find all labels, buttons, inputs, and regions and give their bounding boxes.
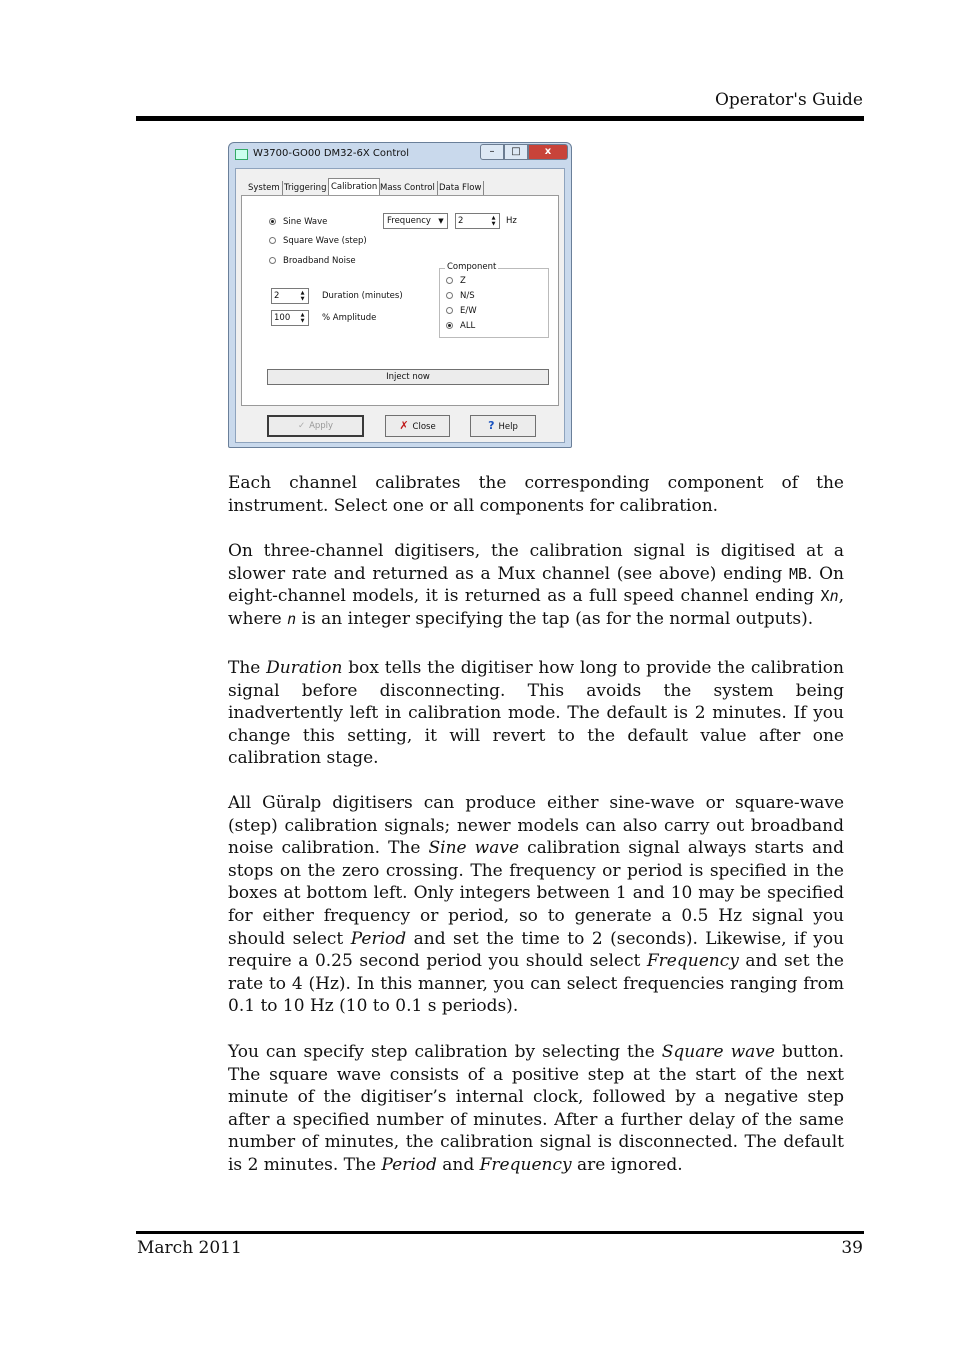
spin-arrows-icon: ▲ ▼	[300, 290, 305, 302]
rate-stepper[interactable]	[455, 213, 500, 229]
var-n: n	[287, 609, 297, 628]
emphasis-frequency: Frequency	[646, 951, 739, 972]
text-run: . On eight-channel models, it is returned as a full speed channel ending	[228, 563, 844, 607]
close-button[interactable]	[385, 415, 450, 437]
calibration-dialog	[228, 142, 572, 448]
tab-system[interactable]: System	[246, 181, 283, 195]
help-label: Help	[498, 422, 518, 432]
emphasis-period: Period	[381, 1154, 437, 1175]
radio-dot	[446, 292, 453, 299]
radio-dot	[269, 218, 276, 225]
text-run: The	[228, 658, 267, 678]
dialog-title: W3700-GO00 DM32-6X Control	[253, 148, 410, 159]
apply-button[interactable]	[267, 415, 364, 437]
radio-sine-wave[interactable]	[269, 217, 327, 227]
app-icon	[235, 149, 248, 160]
duration-label: Duration (minutes)	[322, 291, 403, 301]
radio-dot	[269, 257, 276, 264]
calibration-panel	[241, 195, 559, 406]
text-run: box tells the digitiser how long to provide the calibration signal before disconnecting. This avoids the system being inadvertently left in calibration mode. The default is 2 minutes. If you change this setting, it will revert to the default value after one calibration stage.	[228, 658, 844, 769]
radio-broadband-noise[interactable]	[269, 256, 356, 266]
tab-mass-control[interactable]: Mass Control	[378, 181, 438, 195]
radio-component-ew[interactable]	[446, 306, 477, 316]
footer-date: March 2011	[137, 1238, 242, 1258]
radio-label: ALL	[460, 321, 476, 331]
dialog-client	[235, 168, 565, 443]
text-run: All Güralp digitisers can produce either sine-wave or square-wave (step) calibration signals; newer models can also carry out broadband noise calibration. The	[228, 793, 844, 859]
emphasis-sine-wave: Sine wave	[428, 838, 520, 859]
emphasis-period: Period	[350, 928, 407, 949]
help-icon: ?	[488, 419, 495, 432]
emphasis-frequency: Frequency	[479, 1154, 572, 1175]
help-button[interactable]	[470, 415, 536, 437]
paragraph-components: Each channel calibrates the corresponding component of the instrument. Select one or all components for calibration.	[228, 473, 844, 516]
duration-stepper[interactable]	[271, 288, 309, 304]
text-run: button. The square wave consists of a positive step at the start of the next minute of the digitiser’s internal clock, followed by a negative step after a specified number of minutes. After a further delay of the same number of minutes, the calibration signal is disconnected. The default is 2 minutes. The	[228, 1042, 844, 1175]
radio-square-wave[interactable]	[269, 236, 367, 246]
radio-label: Broadband Noise	[283, 256, 356, 266]
text-run: and	[436, 1154, 480, 1175]
text-run: calibration signal always starts and stops on the zero crossing. The frequency or period is specified in the boxes at bottom left. Only integers between 1 and 10 may be specified for either frequency or period, so to generate a 0.5 Hz signal you should select	[228, 838, 844, 949]
code-n: n	[829, 587, 839, 606]
dialog-titlebar	[229, 143, 571, 167]
tab-calibration[interactable]: Calibration	[328, 178, 380, 196]
radio-label: Z	[460, 276, 466, 286]
text-run: You can specify step calibration by selecting the	[228, 1042, 662, 1062]
mode-select[interactable]	[383, 213, 448, 229]
radio-label: Square Wave (step)	[283, 236, 367, 246]
checkmark-icon: ✓	[297, 421, 306, 431]
close-icon: ✗	[399, 419, 409, 432]
radio-dot	[446, 322, 453, 329]
chevron-down-icon: ▼	[438, 217, 444, 225]
emphasis-duration: Duration	[266, 658, 343, 678]
radio-dot	[446, 307, 453, 314]
tab-data-flow[interactable]: Data Flow	[437, 181, 484, 195]
code-x: X	[820, 587, 830, 606]
radio-label: Sine Wave	[283, 217, 328, 227]
spin-arrows-icon: ▲ ▼	[491, 215, 496, 227]
duration-value: 2	[274, 291, 280, 301]
text-run: On three-channel digitisers, the calibration signal is digitised at a slower rate and returned as a Mux channel (see above) ending	[228, 541, 844, 584]
text-run: are ignored.	[571, 1154, 683, 1175]
window-close-button[interactable]: x	[528, 144, 568, 160]
radio-label: N/S	[460, 291, 475, 301]
mode-select-value: Frequency	[387, 216, 431, 226]
header-title: Operator's Guide	[714, 90, 863, 110]
text-run: is an integer specifying the tap (as for the normal outputs).	[296, 608, 814, 629]
radio-dot	[269, 237, 276, 244]
close-label: Close	[412, 422, 436, 432]
radio-dot	[446, 277, 453, 284]
amplitude-stepper[interactable]	[271, 310, 309, 326]
paragraph-sine-wave	[228, 792, 844, 1018]
radio-label: E/W	[460, 306, 477, 316]
component-group-label: Component	[447, 262, 497, 272]
inject-now-button[interactable]: Inject now	[267, 369, 549, 385]
spin-arrows-icon: ▲ ▼	[300, 312, 305, 324]
rate-unit: Hz	[506, 216, 517, 226]
minimize-button[interactable]: –	[480, 144, 504, 160]
code-mb: MB	[788, 564, 808, 583]
paragraph-square-wave	[228, 1041, 844, 1177]
apply-label: Apply	[309, 421, 334, 431]
text-run: and set the time to 2 (seconds). Likewise, if you require a 0.25 second period you should select	[228, 928, 845, 972]
rate-value: 2	[458, 216, 464, 226]
tab-triggering[interactable]: Triggering	[282, 181, 329, 195]
paragraph-duration	[228, 657, 844, 770]
radio-component-ns[interactable]	[446, 291, 475, 301]
radio-component-z[interactable]	[446, 276, 466, 286]
amplitude-value: 100	[274, 313, 291, 323]
text-run: , where	[228, 586, 844, 629]
component-group	[439, 262, 549, 338]
text-run: and set the rate to 4 (Hz). In this manner, you can select frequencies ranging from 0.1 to 10 Hz (10 to 0.1 s periods).	[228, 951, 844, 1017]
emphasis-square-wave: Square wave	[661, 1042, 775, 1062]
paragraph-mux-channel	[228, 540, 844, 630]
header-rule	[136, 116, 864, 121]
page-number: 39	[841, 1238, 863, 1258]
footer-rule	[136, 1231, 864, 1234]
radio-component-all[interactable]	[446, 321, 475, 331]
maximize-button[interactable]: □	[504, 144, 528, 160]
amplitude-label: % Amplitude	[322, 313, 377, 323]
